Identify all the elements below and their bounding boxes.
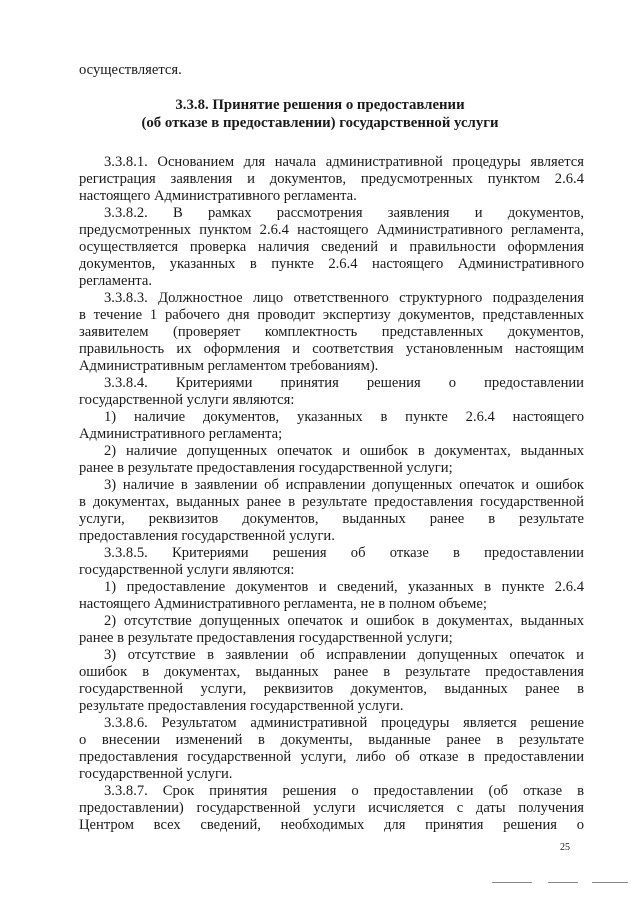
body-text-line: 2) отсутствие допущенных опечаток и ошибок в документах, выданных: [104, 613, 584, 629]
body-text-line: заявителем (проверяет комплектность представленных документов,: [79, 324, 584, 340]
body-text-line: документов, указанных в пункте 2.6.4 настоящего Административного: [79, 256, 584, 272]
body-text-line: 3) наличие в заявлении об исправлении допущенных опечаток и ошибок: [104, 477, 584, 493]
body-text-line: результате предоставления государственной услуги.: [79, 698, 404, 714]
body-text-line: в течение 1 рабочего дня проводит экспертизу документов, представленных: [79, 307, 584, 323]
page-number: 25: [560, 842, 570, 853]
body-text-line: 3.3.8.3. Должностное лицо ответственного структурного подразделения: [104, 290, 584, 306]
scan-artifact-line: [492, 882, 532, 883]
body-text-line: Центром всех сведений, необходимых для принятия решения о: [79, 817, 584, 833]
body-text-line: 2) наличие допущенных опечаток и ошибок в документах, выданных: [104, 443, 584, 459]
body-text-line: услуги, реквизитов документов, выданных ранее в результате: [79, 511, 584, 527]
body-text-line: Административного регламента;: [79, 426, 283, 442]
body-text-line: ранее в результате предоставления государственной услуги;: [79, 460, 453, 476]
body-text-line: 3.3.8.6. Результатом административной процедуры является решение: [104, 715, 584, 731]
body-text-line: 3.3.8.5. Критериями решения об отказе в предоставлении: [104, 545, 584, 561]
body-text-line: ранее в результате предоставления государственной услуги;: [79, 630, 453, 646]
body-text-line: 1) наличие документов, указанных в пункте 2.6.4 настоящего: [104, 409, 584, 425]
body-text-line: государственной услуги являются:: [79, 562, 295, 578]
body-text-line: в документах, выданных ранее в результате предоставления государственной: [79, 494, 584, 510]
body-text-line: 3.3.8.1. Основанием для начала административной процедуры является: [104, 154, 584, 170]
body-text-line: 3.3.8.4. Критериями принятия решения о предоставлении: [104, 375, 584, 391]
body-text-line: государственной услуги являются:: [79, 392, 295, 408]
body-text-line: 1) предоставление документов и сведений, указанных в пункте 2.6.4: [104, 579, 584, 595]
body-text-line: государственной услуги.: [79, 766, 233, 782]
scan-artifact-line: [548, 882, 578, 883]
body-text-line: предоставления государственной услуги, либо об отказе в предоставлении: [79, 749, 584, 765]
body-text-line: предоставлении) государственной услуги исчисляется с даты получения: [79, 800, 584, 816]
body-text-line: настоящего Административного регламента, не в полном объеме;: [79, 596, 487, 612]
body-text-line: 3.3.8.2. В рамках рассмотрения заявления и документов,: [104, 205, 584, 221]
body-text-line: предоставления государственной услуги.: [79, 528, 335, 544]
body-text-line: государственной услуги, реквизитов документов, выданных ранее в: [79, 681, 584, 697]
continuation-text: осуществляется.: [79, 62, 182, 78]
body-text-line: 3) отсутствие в заявлении об исправлении допущенных опечаток и: [104, 647, 584, 663]
body-text-line: регламента.: [79, 273, 152, 289]
body-text-line: Административным регламентом требованиям).: [79, 358, 379, 374]
section-heading-line-1: 3.3.8. Принятие решения о предоставлении: [175, 97, 465, 113]
body-text-line: регистрация заявления и документов, предусмотренных пунктом 2.6.4: [79, 171, 584, 187]
body-text-line: ошибок в документах, выданных ранее в результате предоставления: [79, 664, 584, 680]
body-text-line: осуществляется проверка наличия сведений и правильности оформления: [79, 239, 584, 255]
scan-artifact-line: [592, 882, 628, 883]
body-text-line: правильность их оформления и соответствия установленным настоящим: [79, 341, 584, 357]
body-text-line: предусмотренных пунктом 2.6.4 настоящего Административного регламента,: [79, 222, 584, 238]
section-heading-line-2: (об отказе в предоставлении) государственной услуги: [141, 115, 499, 131]
body-text-line: о внесении изменений в документы, выданные ранее в результате: [79, 732, 584, 748]
body-text-line: 3.3.8.7. Срок принятия решения о предоставлении (об отказе в: [104, 783, 584, 799]
body-text-line: настоящего Административного регламента.: [79, 188, 357, 204]
